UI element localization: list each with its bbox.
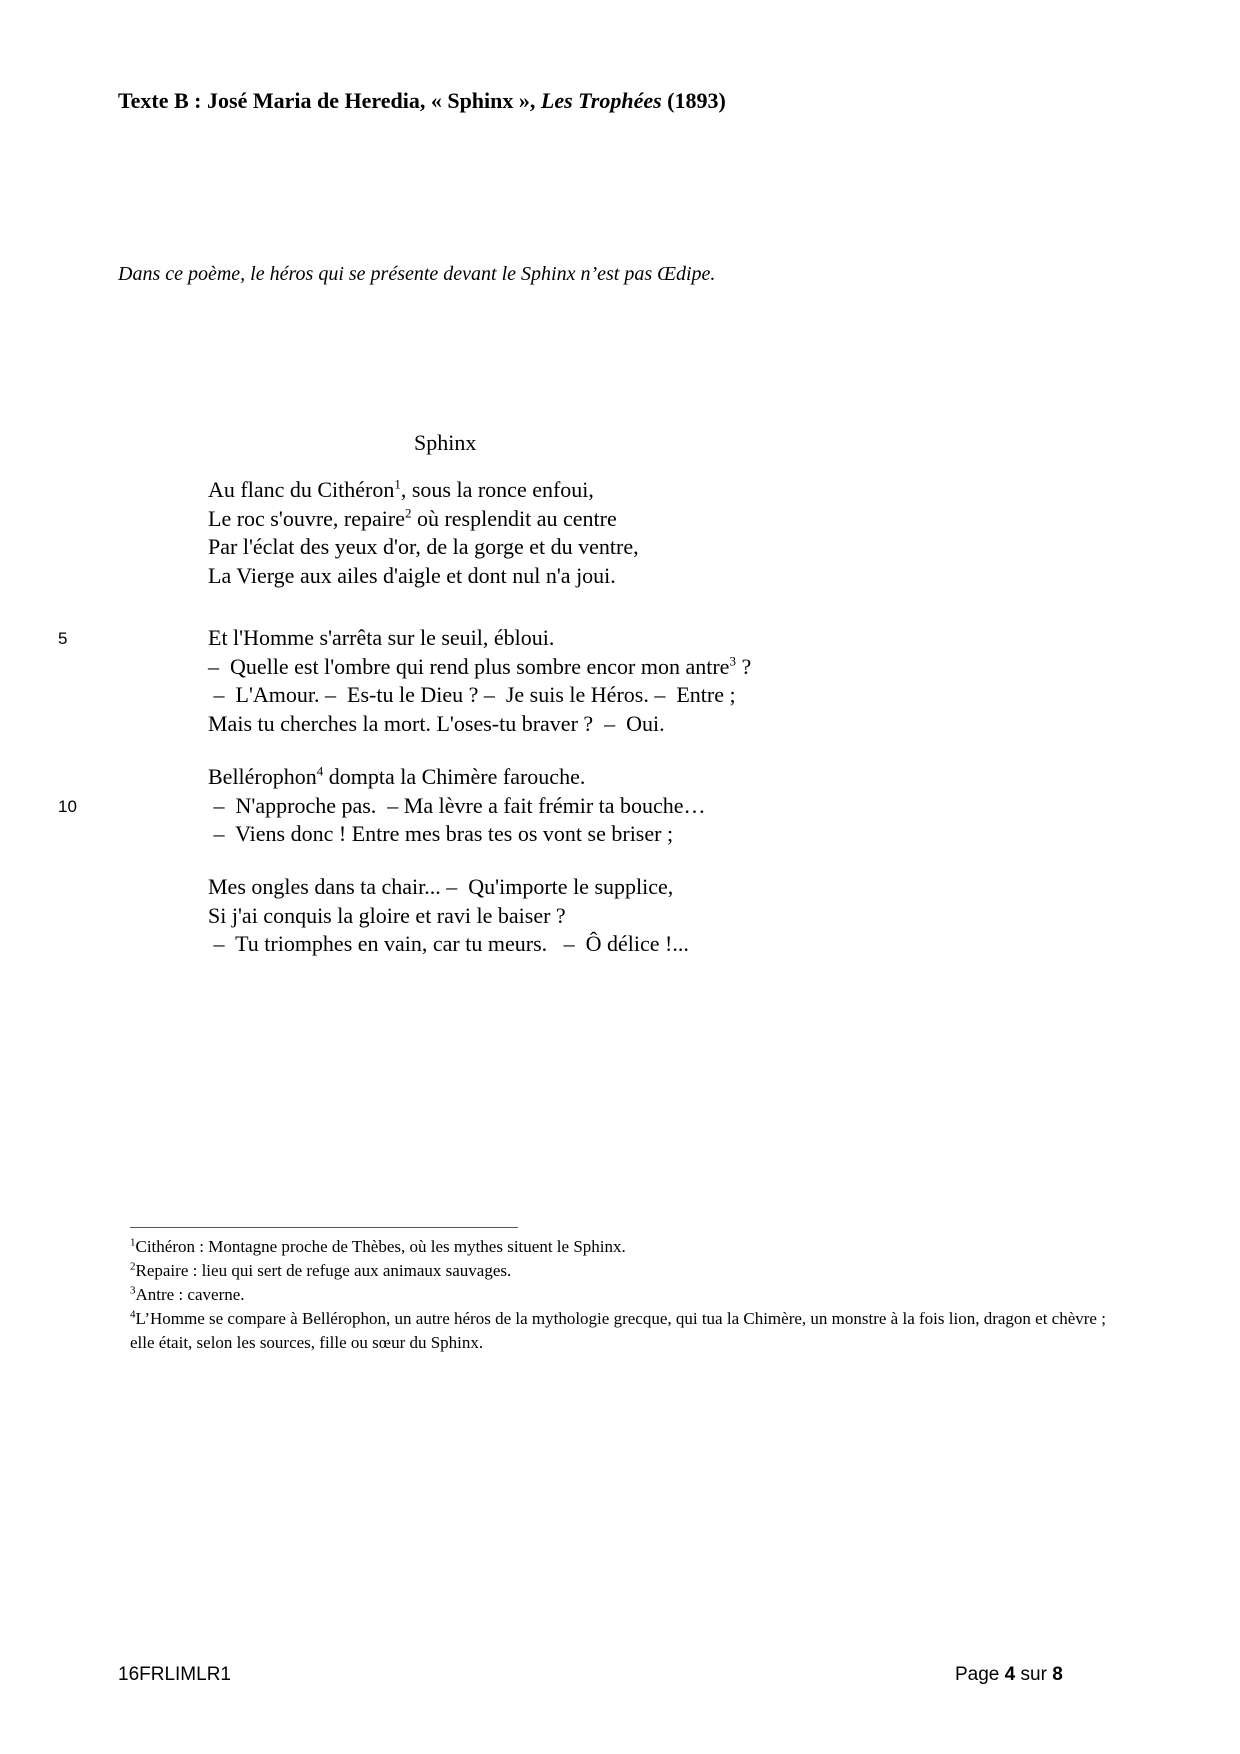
line-number: 5 (58, 629, 68, 648)
poem-line: Par l'éclat des yeux d'or, de la gorge et du ventre, (208, 534, 639, 559)
footnote: $^1$Cithéron : Montagne proche de Thèbes, où les mythes situent le Sphinx. (130, 1236, 626, 1256)
poem-title: Sphinx (414, 430, 477, 455)
footnote-ref: 3 (729, 653, 736, 669)
poem-line: Le roc s'ouvre, repaire$^2$ où resplendit au centre (208, 505, 617, 531)
document-code: 16FRLIMLR1 (118, 1664, 231, 1685)
poem-line: Mes ongles dans ta chair... – Qu'importe le supplice, (208, 874, 674, 899)
poem-line: Bellérophon$^4$ dompta la Chimère farouche. (208, 763, 586, 789)
footnote-ref: 1 (394, 476, 401, 492)
poem-line: – Quelle est l'ombre qui rend plus sombre encor mon antre$^3$ ? (208, 653, 752, 679)
poem-line: La Vierge aux ailes d'aigle et dont nul n'a joui. (208, 562, 616, 588)
heading-prefix: Texte B : José Maria de Heredia, « Sphinx », (118, 88, 541, 113)
footnote: $^4$L’Homme se compare à Bellérophon, un autre héros de la mythologie grecque, qui tua la Chimère, un monstre à la fois lion, dragon et chèvre ; elle était, selon les sources, fille ou sœur du Sphinx. (130, 1308, 1106, 1352)
heading-year: (1893) (661, 88, 726, 113)
poem-line: – L'Amour. – Es-tu le Dieu ? – Je suis le Héros. – Entre ; (208, 682, 736, 707)
heading-work-title: Les Trophées (540, 88, 662, 113)
intro-text: Dans ce poème, le héros qui se présente devant le Sphinx n’est pas Œdipe. (118, 263, 716, 285)
stanza-2 (208, 624, 751, 738)
footnote: $^2$Repaire : lieu qui sert de refuge aux animaux sauvages. (130, 1260, 512, 1280)
poem-line: Si j'ai conquis la gloire et ravi le baiser ? (208, 902, 566, 928)
stanza-3 (208, 763, 706, 849)
footnote-ref: 2 (404, 505, 412, 521)
poem-line: Mais tu cherches la mort. L'oses-tu braver ? – Oui. (208, 710, 665, 736)
poem-line: Et l'Homme s'arrêta sur le seuil, ébloui. (208, 625, 555, 650)
document-heading (118, 88, 726, 114)
page-indicator: Page 4 sur 8 (955, 1664, 1063, 1685)
stanza-4 (208, 873, 689, 959)
footnote: $^3$Antre : caverne. (130, 1284, 245, 1304)
poem-line: – N'approche pas. – Ma lèvre a fait frémir ta bouche… (208, 792, 706, 818)
footnote-ref: 4 (316, 763, 324, 779)
poem-line: – Tu triomphes en vain, car tu meurs. – Ô délice !... (208, 931, 689, 956)
footnote-separator (130, 1227, 518, 1228)
footnotes (130, 1235, 1115, 1355)
line-number: 10 (58, 797, 77, 816)
stanza-1 (208, 476, 639, 590)
poem-line: – Viens donc ! Entre mes bras tes os vont se briser ; (208, 821, 674, 846)
poem-line: Au flanc du Cithéron$^1$, sous la ronce enfoui, (208, 476, 594, 502)
